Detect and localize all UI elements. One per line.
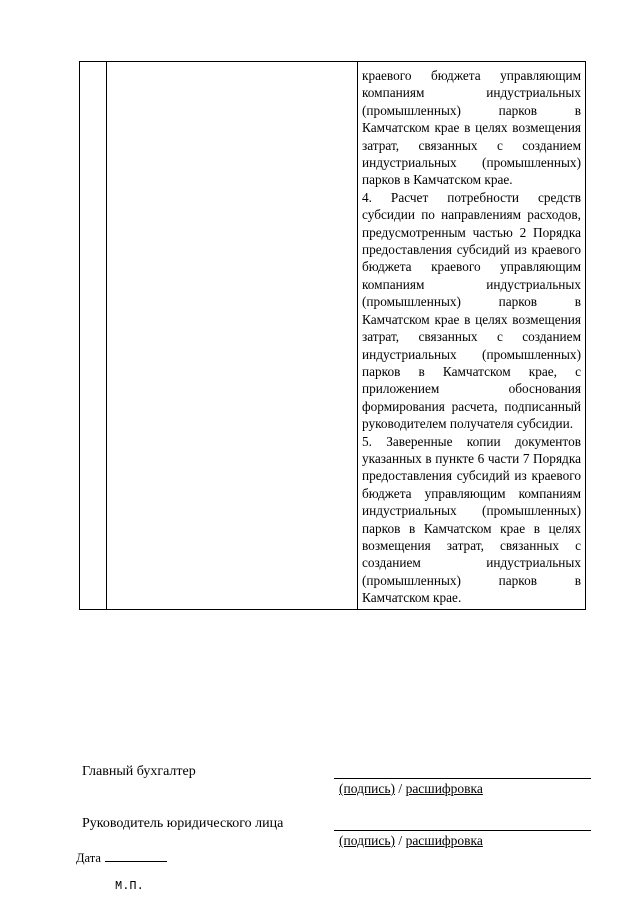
documents-paragraph: краевого бюджета управляющим компаниям индустриальных (промышленных) парков в Камчатском крае в целях возмещения затрат, связанных с созданием индустриальных (промышленных) парков в Камчатском крае. (362, 68, 581, 188)
stamp-place-label: М.П. (115, 879, 144, 893)
caption-separator: / (395, 781, 406, 796)
head-of-entity-label: Руководитель юридического лица (82, 816, 284, 831)
head-signature-caption (339, 833, 483, 849)
documents-paragraph: 5. Заверенные копии документов указанных в пункте 6 части 7 Порядка предоставления субсидий из краевого бюджета управляющим компаниям индустриальных (промышленных) парков в Камчатском крае в целях возмещения затрат, связанных с созданием индустриальных (промышленных) парков в Камчатском крае. (362, 433, 581, 606)
chief-accountant-label: Главный бухгалтер (82, 764, 196, 779)
chief-accountant-signature-line (334, 778, 591, 779)
documents-paragraph: 4. Расчет потребности средств субсидии по направлениям расходов, предусмотренным частью 2 Порядка предоставления субсидий из краевого бюджета краевого управляющим компаниям индустриальных (промышленных) парков в Камчатском крае в целях возмещения затрат, связанных с созданием индустриальных (промышленных) парков в Камчатском крае, с приложением обоснования формирования расчета, подписанный руководителем получателя субсидии. (362, 189, 581, 432)
documents-text (358, 62, 585, 609)
document-table (79, 61, 586, 610)
decoding-word: расшифровка (405, 833, 483, 848)
date-label: Дата (76, 851, 101, 865)
chief-accountant-signature-caption (339, 781, 483, 797)
date-field (76, 851, 167, 866)
table-cell-number (80, 62, 107, 610)
table-row (80, 62, 586, 610)
table-cell-documents (358, 62, 586, 610)
table-cell-description (107, 62, 358, 610)
caption-separator: / (395, 833, 406, 848)
signature-word: (подпись) (339, 781, 396, 796)
date-blank-line (105, 851, 167, 862)
signature-word: (подпись) (339, 833, 396, 848)
decoding-word: расшифровка (405, 781, 483, 796)
head-signature-line (334, 830, 591, 831)
